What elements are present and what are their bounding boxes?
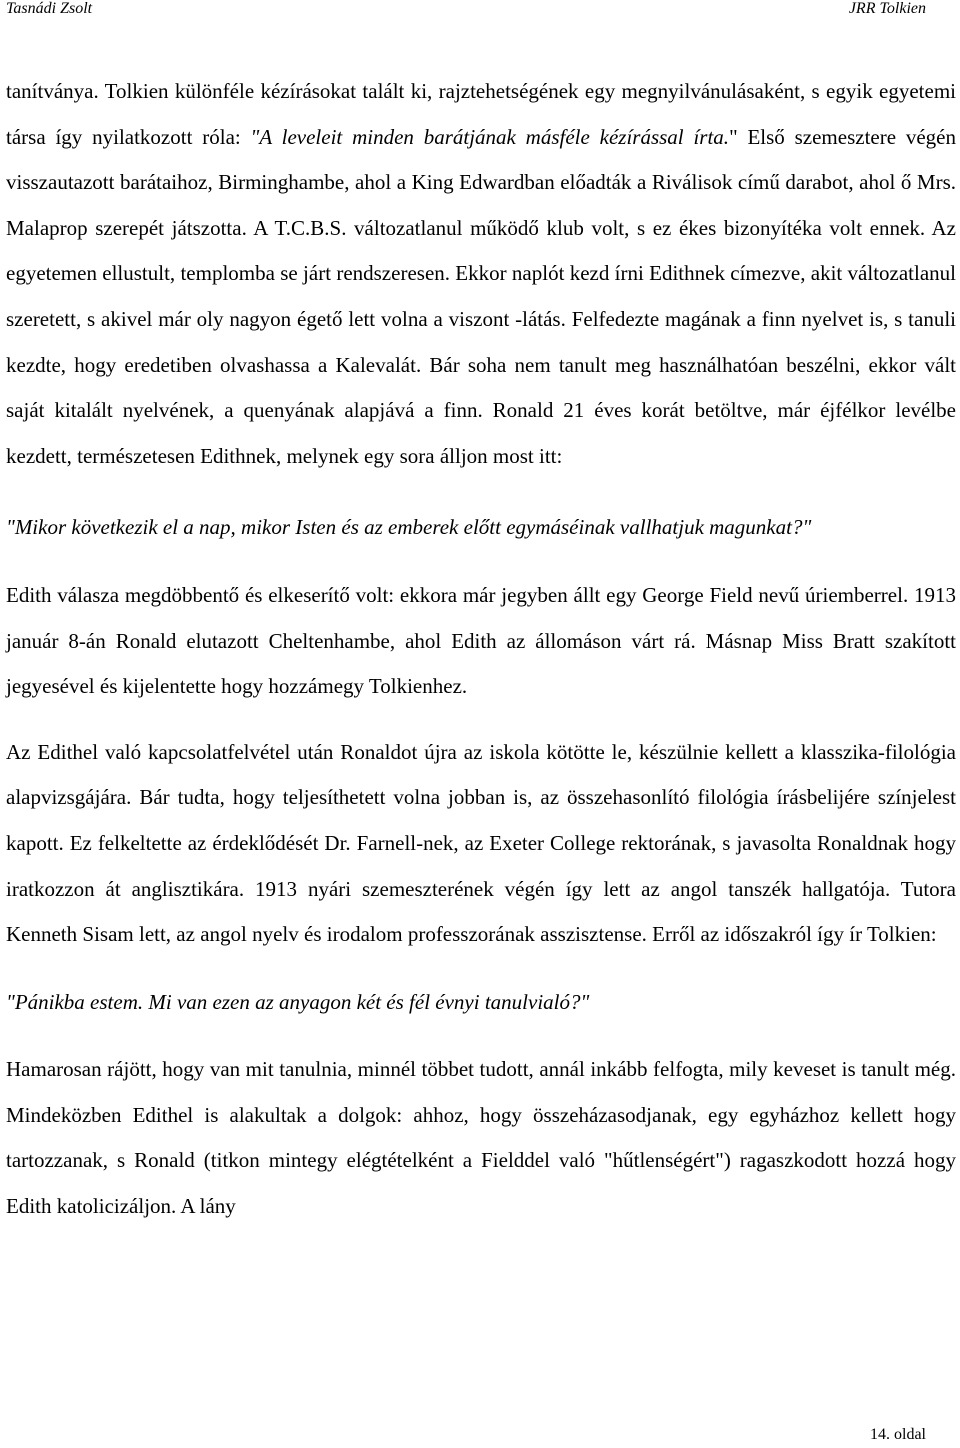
paragraph-1-text-a: tanítványa. Tolkien különféle kézírásokat talált ki, rajztehetségének egy megnyilvánulásaként, s egyik egyetemi társa így nyilatkozott róla:	[6, 79, 956, 149]
page-body	[6, 69, 956, 1230]
paragraph-1-italic-quote: "A leveleit minden barátjának másféle kézírással írta.	[250, 124, 730, 149]
quote-2: "Pánikba estem. Mi van ezen az anyagon két és fél évnyi tanulvialó?"	[6, 989, 590, 1014]
paragraph-1-text-b: " Első szemesztere végén visszautazott barátaihoz, Birminghambe, ahol a King Edwardban előadták a Riválisok című darabot, ahol ő Mrs. Malaprop szerepét játszotta. A T.C.B.S. változatlanul működő klub volt, s ez ékes bizonyítéka volt ennek. Az egyetemen ellustult, templomba se járt rendszeresen. Ekkor naplót kezd írni Edithnek címezve, akit változatlanul szeretett, s akivel már oly nagyon égető lett volna a viszont -látás. Felfedezte magának a finn nyelvet is, s tanuli kezdte, hogy eredetiben olvashassa a Kalevalát. Bár soha nem tanult meg használhatóan beszélni, ekkor vált saját kitalált nyelvének, a quenyának alapjává a finn. Ronald 21 éves korát betöltve, már éjfélkor levélbe kezdett, természetesen Edithnek, melynek egy sora álljon most itt:	[6, 124, 956, 468]
paragraph-1	[6, 69, 956, 479]
page-header	[6, 0, 926, 22]
paragraph-2: Edith válasza megdöbbentő és elkeserítő volt: ekkora már jegyben állt egy George Field nevű úriemberrel. 1913 január 8-án Ronald elutazott Cheltenhambe, ahol Edith az állomáson várt rá. Másnap Miss Bratt szakított jegyesével és kijelentette hogy hozzámegy Tolkienhez.	[6, 582, 956, 699]
quote-1: "Mikor következik el a nap, mikor Isten és az emberek előtt egymáséinak vallhatjuk magunkat?"	[6, 515, 812, 540]
paragraph-4: Hamarosan rájött, hogy van mit tanulnia, minnél többet tudott, annál inkább felfogta, mily keveset is tanult még. Mindeközben Edithel is alakultak a dolgok: ahhoz, hogy összeházasodjanak, egy egyházhoz kellett hogy tartozzanak, s Ronald (titkon mintegy elégtételként a Fielddel való "hűtlenségért") ragaszkodott hozzá hogy Edith katolicizáljon. A lány	[6, 1057, 956, 1219]
page-number: 14. oldal	[870, 1426, 926, 1443]
header-author: Tasnádi Zsolt	[6, 0, 93, 17]
header-title: JRR Tolkien	[848, 0, 926, 17]
paragraph-3: Az Edithel való kapcsolatfelvétel után Ronaldot újra az iskola kötötte le, készülnie kellett a klasszika-filológia alapvizsgájára. Bár tudta, hogy teljesíthetett volna jobban is, az összehasonlító filológia írásbelijére színjelest kapott. Ez felkeltette az érdeklődését Dr. Farnell-nek, az Exeter College rektorának, s javasolta Ronaldnak hogy iratkozzon át anglisztikára. 1913 nyári szemeszterének végén így lett az angol tanszék hallgatója. Tutora Kenneth Sisam lett, az angol nyelv és irodalom professzorának asszisztense. Erről az időszakról így ír Tolkien:	[6, 739, 956, 947]
